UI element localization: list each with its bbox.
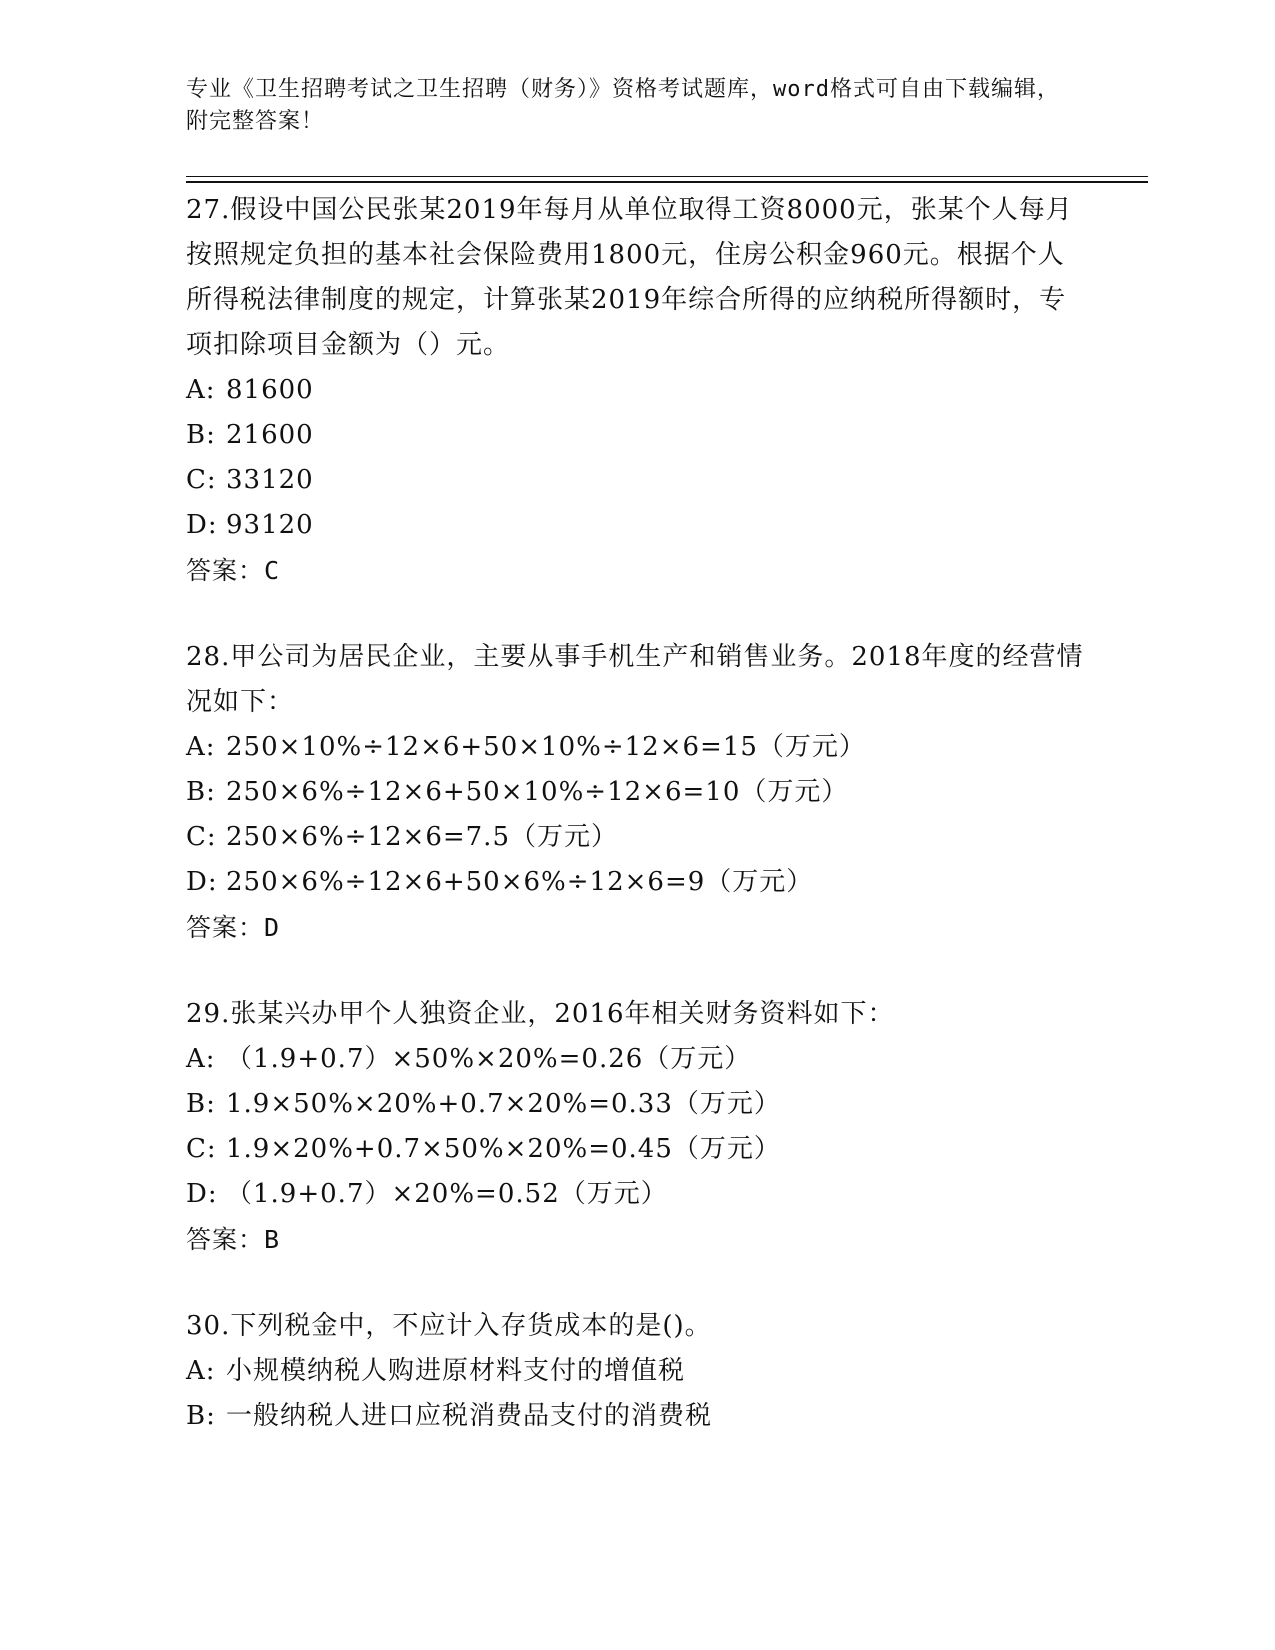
answer-label: 答案：D <box>186 913 281 942</box>
option-text: 21600 <box>226 420 314 450</box>
question-number: 29. <box>186 999 231 1029</box>
question-27 <box>186 188 1086 593</box>
question-text: 甲公司为居民企业，主要从事手机生产和销售业务。2018年度的经营情况如下： <box>186 642 1084 717</box>
option-b <box>186 770 1086 815</box>
option-letter: A: <box>186 1356 216 1386</box>
question-28 <box>186 635 1086 950</box>
header-divider-thick <box>186 181 1148 183</box>
question-list <box>186 188 1086 1481</box>
option-text: 250×6%÷12×6+50×10%÷12×6=10（万元） <box>226 777 849 807</box>
option-letter: B: <box>186 420 216 450</box>
option-c <box>186 815 1086 860</box>
option-letter: B: <box>186 1401 216 1431</box>
option-letter: C: <box>186 465 217 495</box>
answer-label: 答案：C <box>186 556 281 585</box>
option-b <box>186 1082 1086 1127</box>
option-d <box>186 1172 1086 1217</box>
question-stem <box>186 635 1086 725</box>
question-stem <box>186 188 1086 368</box>
answer-label: 答案：B <box>186 1225 281 1254</box>
option-c <box>186 458 1086 503</box>
option-b <box>186 413 1086 458</box>
option-d <box>186 503 1086 548</box>
option-text: 250×10%÷12×6+50×10%÷12×6=15（万元） <box>226 732 866 762</box>
option-text: 250×6%÷12×6+50×6%÷12×6=9（万元） <box>226 867 814 897</box>
question-text: 假设中国公民张某2019年每月从单位取得工资8000元，张某个人每月按照规定负担的基本社会保险费用1800元，住房公积金960元。根据个人所得税法律制度的规定，计算张某2019年综合所得的应纳税所得额时，专项扣除项目金额为（）元。 <box>186 195 1073 360</box>
option-letter: A: <box>186 732 216 762</box>
question-number: 28. <box>186 642 231 672</box>
header-divider-thin <box>186 176 1148 177</box>
option-text: 一般纳税人进口应税消费品支付的消费税 <box>226 1401 713 1431</box>
option-text: 93120 <box>226 510 314 540</box>
option-text: 1.9×20%+0.7×50%×20%=0.45（万元） <box>226 1134 781 1164</box>
question-text: 张某兴办甲个人独资企业，2016年相关财务资料如下： <box>230 999 895 1029</box>
option-text: 81600 <box>226 375 314 405</box>
option-a <box>186 1037 1086 1082</box>
option-c <box>186 1127 1086 1172</box>
option-letter: C: <box>186 822 217 852</box>
question-stem <box>186 992 1086 1037</box>
question-number: 27. <box>186 195 231 225</box>
option-d <box>186 860 1086 905</box>
question-text: 下列税金中，不应计入存货成本的是()。 <box>230 1311 712 1341</box>
question-30 <box>186 1304 1086 1439</box>
option-a <box>186 725 1086 770</box>
option-text: 250×6%÷12×6=7.5（万元） <box>226 822 618 852</box>
option-text: 1.9×50%×20%+0.7×20%=0.33（万元） <box>226 1089 781 1119</box>
question-stem <box>186 1304 1086 1349</box>
option-a <box>186 368 1086 413</box>
option-text: （1.9+0.7）×50%×20%=0.26（万元） <box>226 1044 752 1074</box>
question-29 <box>186 992 1086 1262</box>
option-letter: A: <box>186 1044 216 1074</box>
option-a <box>186 1349 1086 1394</box>
option-letter: C: <box>186 1134 217 1164</box>
option-text: （1.9+0.7）×20%=0.52（万元） <box>226 1179 668 1209</box>
option-letter: B: <box>186 777 216 807</box>
document-header: 专业《卫生招聘考试之卫生招聘（财务）》资格考试题库，word格式可自由下载编辑，附完整答案！ <box>186 77 1060 134</box>
question-number: 30. <box>186 1311 231 1341</box>
option-text: 33120 <box>226 465 314 495</box>
option-letter: A: <box>186 375 216 405</box>
option-letter: D: <box>186 867 218 897</box>
option-b <box>186 1394 1086 1439</box>
option-text: 小规模纳税人购进原材料支付的增值税 <box>226 1356 686 1386</box>
option-letter: D: <box>186 510 218 540</box>
option-letter: D: <box>186 1179 218 1209</box>
option-letter: B: <box>186 1089 216 1119</box>
